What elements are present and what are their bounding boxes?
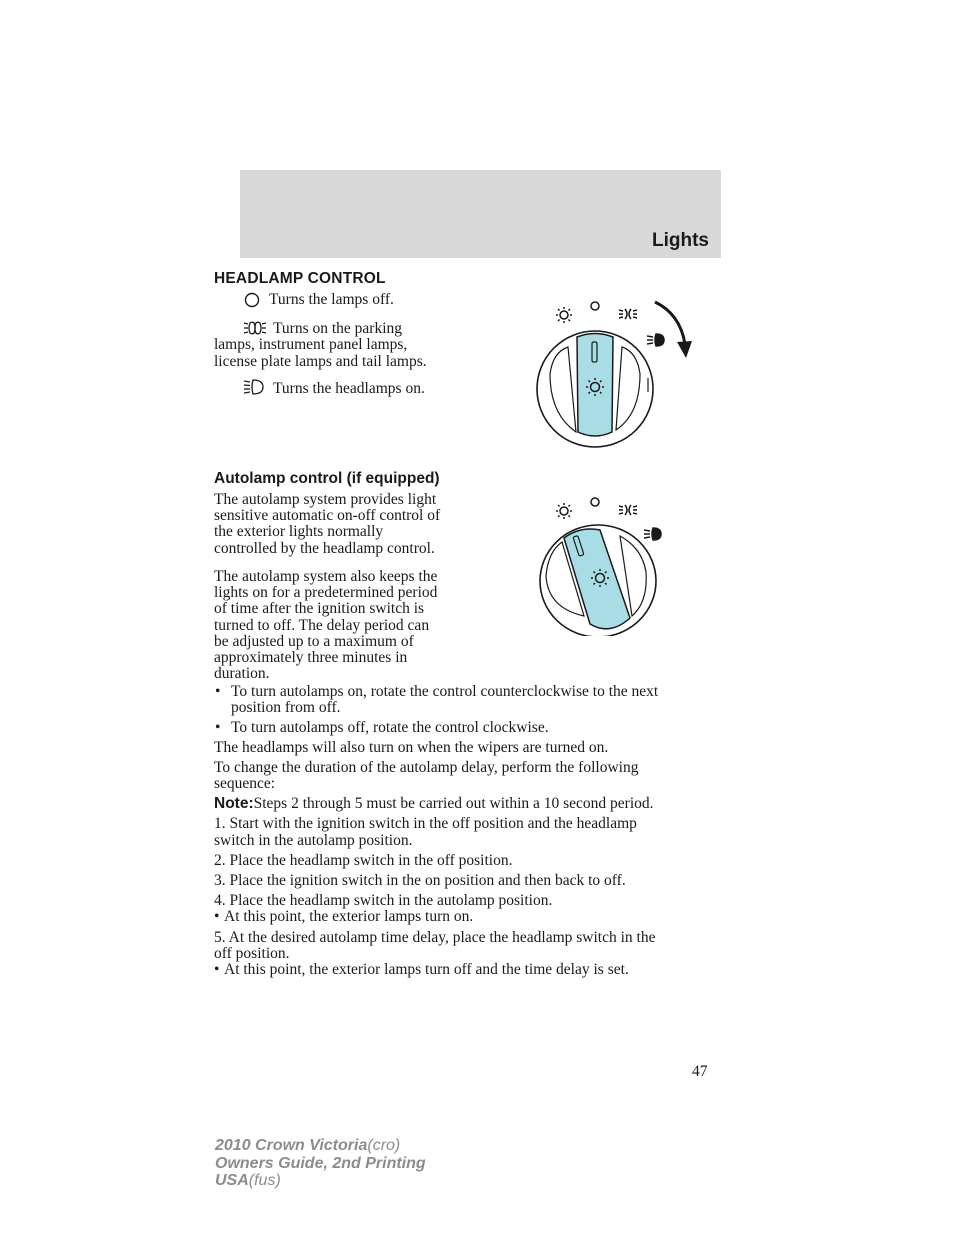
text-line: off position. bbox=[214, 944, 290, 962]
text-line: duration. bbox=[214, 665, 270, 683]
step-5 bbox=[214, 930, 714, 962]
parking-lamp-icon bbox=[244, 320, 266, 336]
text-line: sensitive automatic on-off control of bbox=[214, 507, 441, 525]
bullet-dot: • bbox=[214, 961, 220, 979]
headlamps-text: Turns the headlamps on. bbox=[273, 380, 425, 397]
text-line: At this point, the exterior lamps turn off and the time delay is set. bbox=[224, 961, 629, 979]
text-line: At this point, the exterior lamps turn on. bbox=[224, 908, 474, 926]
footer-line-1 bbox=[215, 1137, 426, 1155]
text-line: To turn autolamps on, rotate the control counterclockwise to the next bbox=[231, 683, 659, 700]
paragraph bbox=[214, 760, 714, 792]
bullet-dot: • bbox=[214, 908, 220, 926]
text-line: sequence: bbox=[214, 775, 276, 793]
footer-model: 2010 Crown Victoria bbox=[215, 1137, 368, 1154]
headlamp-icon bbox=[244, 378, 264, 396]
bullet-dot: • bbox=[215, 719, 221, 737]
bullet-item bbox=[214, 720, 714, 736]
text-line: The autolamp system also keeps the bbox=[214, 568, 438, 585]
note-label: Note: bbox=[214, 795, 254, 813]
section-header bbox=[240, 170, 721, 258]
section-title: Lights bbox=[652, 230, 709, 251]
text-line: To turn autolamps off, rotate the control clockwise. bbox=[231, 719, 549, 737]
text-line: The headlamps will also turn on when the wipers are turned on. bbox=[214, 738, 609, 756]
headlamp-control-figure bbox=[520, 292, 705, 452]
off-circle-icon bbox=[244, 292, 260, 308]
autolamp-paragraph-1 bbox=[214, 492, 514, 557]
text-line: 5. At the desired autolamp time delay, place the headlamp switch in the bbox=[214, 928, 656, 946]
text-line: The autolamp system provides light bbox=[214, 491, 437, 508]
step-3: 3. Place the ignition switch in the on position and then back to off. bbox=[214, 872, 626, 890]
parking-text-line2: lamps, instrument panel lamps, bbox=[214, 336, 408, 353]
fog-lamp-symbol bbox=[556, 307, 572, 323]
text-line: 1. Start with the ignition switch in the off position and the headlamp bbox=[214, 815, 637, 833]
bullet-item bbox=[214, 909, 714, 925]
document-footer bbox=[215, 1137, 426, 1190]
autolamp-instructions bbox=[214, 684, 714, 978]
text-line: switch in the autolamp position. bbox=[214, 831, 413, 849]
parking-text-line3: license plate lamps and tail lamps. bbox=[214, 353, 427, 370]
footer-line-2: Owners Guide, 2nd Printing bbox=[215, 1154, 426, 1172]
text-line: of time after the ignition switch is bbox=[214, 600, 425, 618]
bullet-item bbox=[214, 962, 714, 978]
text-line: position from off. bbox=[231, 699, 341, 717]
autolamp-heading: Autolamp control (if equipped) bbox=[214, 470, 440, 487]
headlamp-heading: HEADLAMP CONTROL bbox=[214, 270, 386, 287]
step-4: 4. Place the headlamp switch in the autolamp position. bbox=[214, 892, 553, 910]
footer-model-code: (cro) bbox=[367, 1137, 401, 1154]
footer-market-code: (fus) bbox=[248, 1172, 281, 1189]
text-line: the exterior lights normally bbox=[214, 523, 384, 541]
text-line: approximately three minutes in bbox=[214, 649, 408, 667]
step-1 bbox=[214, 816, 714, 848]
text-line: turned to off. The delay period can bbox=[214, 616, 430, 634]
off-text: Turns the lamps off. bbox=[269, 291, 394, 308]
parking-text-line1: Turns on the parking bbox=[273, 320, 403, 337]
footer-line-3 bbox=[215, 1172, 426, 1190]
text-line: controlled by the headlamp control. bbox=[214, 539, 435, 557]
bullet-item bbox=[214, 684, 714, 716]
text-line: be adjusted up to a maximum of bbox=[214, 632, 414, 650]
note-text: Steps 2 through 5 must be carried out within a 10 second period. bbox=[253, 795, 654, 813]
text-line: lights on for a predetermined period bbox=[214, 584, 438, 602]
autolamp-paragraph-2 bbox=[214, 569, 514, 682]
autolamp-control-figure bbox=[520, 486, 705, 636]
footer-market: USA bbox=[215, 1172, 249, 1189]
text-line: To change the duration of the autolamp delay, perform the following bbox=[214, 758, 639, 776]
note bbox=[214, 796, 714, 812]
bullet-dot: • bbox=[215, 683, 221, 700]
page-number: 47 bbox=[692, 1063, 708, 1080]
step-2: 2. Place the headlamp switch in the off position. bbox=[214, 851, 513, 869]
